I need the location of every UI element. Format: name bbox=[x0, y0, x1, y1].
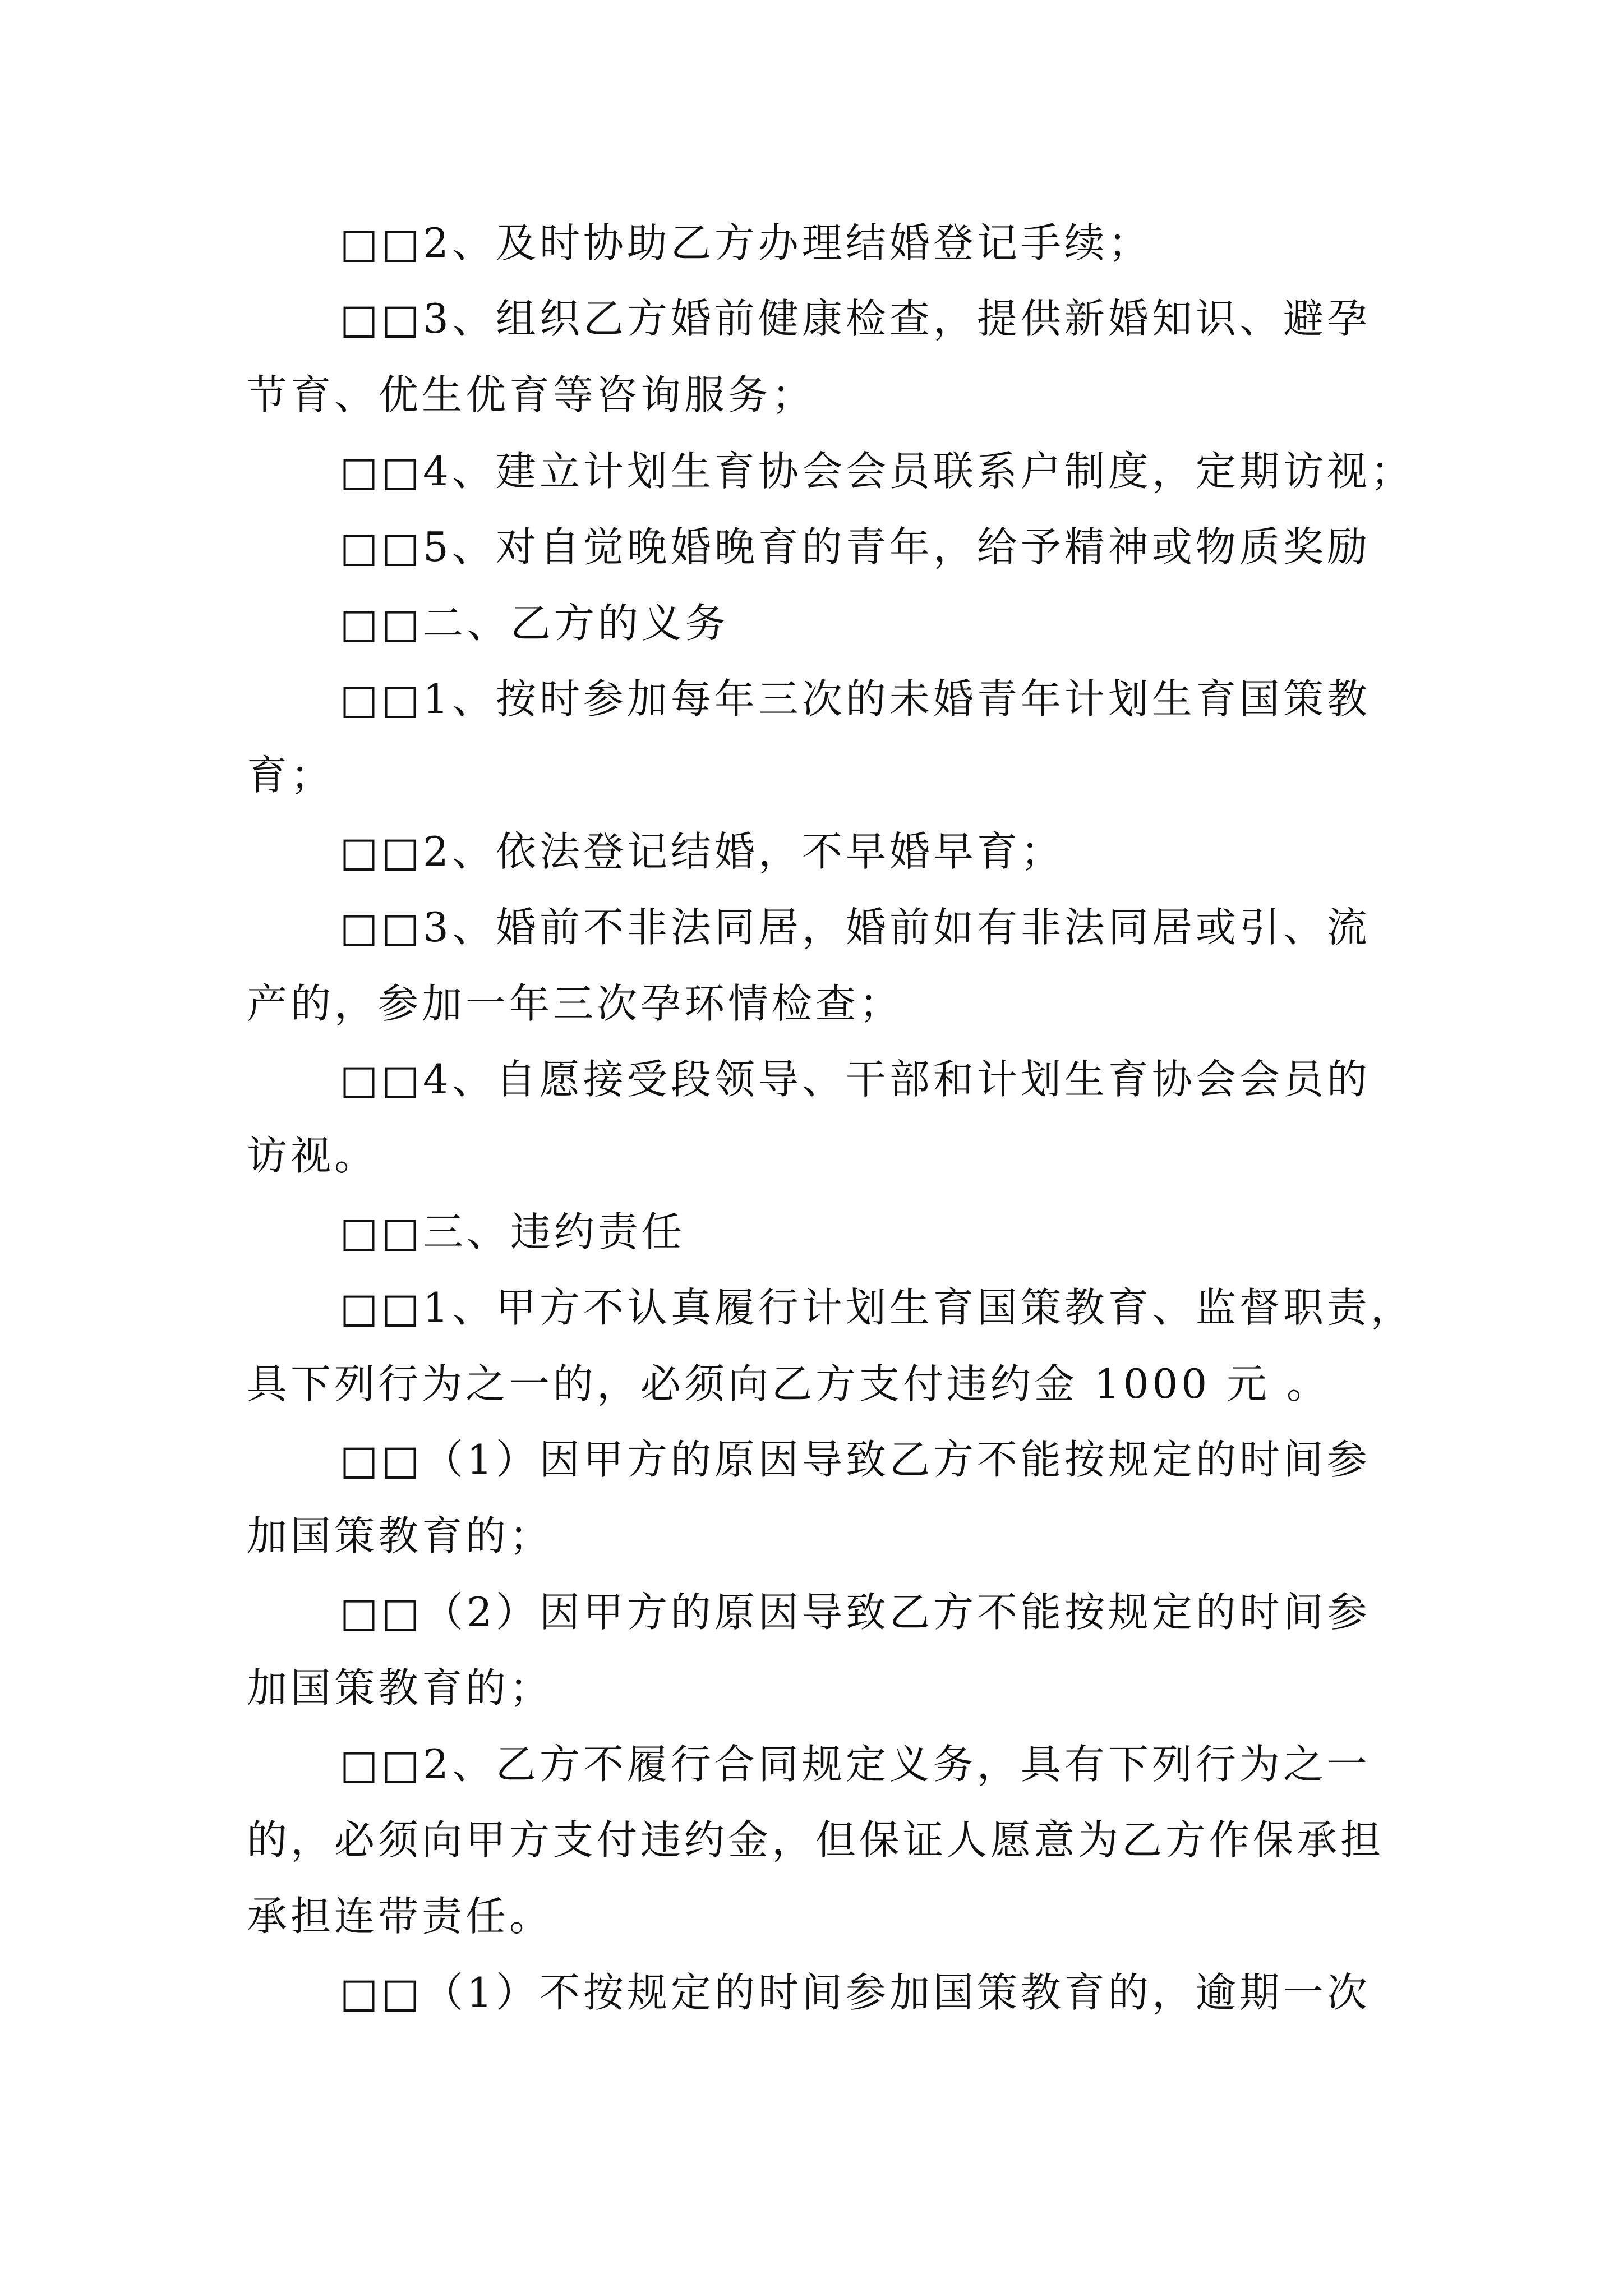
body-text-line: 产的，参加一年三次孕环情检查； bbox=[247, 980, 903, 1027]
body-text-line: 访视。 bbox=[247, 1132, 379, 1179]
body-text-line: □□（1）不按规定的时间参加国策教育的，逾期一次 bbox=[340, 1969, 1371, 2016]
body-text-line: □□2、乙方不履行合同规定义务，具有下列行为之一 bbox=[340, 1741, 1371, 1788]
section-heading: □□三、违约责任 bbox=[340, 1208, 686, 1255]
body-text-line: □□2、及时协助乙方办理结婚登记手续； bbox=[340, 219, 1152, 266]
body-text-line: □□2、依法登记结婚，不早婚早育； bbox=[340, 828, 1064, 875]
body-text-line: 承担连带责任。 bbox=[247, 1893, 554, 1940]
body-text-line: 具下列行为之一的，必须向乙方支付违约金 1000 元 。 bbox=[247, 1360, 1330, 1407]
body-text-line: □□（2）因甲方的原因导致乙方不能按规定的时间参 bbox=[340, 1589, 1371, 1636]
body-text-line: □□（1）因甲方的原因导致乙方不能按规定的时间参 bbox=[340, 1436, 1371, 1483]
body-text-line: □□1、按时参加每年三次的未婚青年计划生育国策教 bbox=[340, 675, 1371, 723]
body-text-line: □□3、婚前不非法同居，婚前如有非法同居或引、流 bbox=[340, 904, 1371, 951]
body-text-line: 加国策教育的； bbox=[247, 1664, 554, 1711]
body-text-line: 节育、优生优育等咨询服务； bbox=[247, 371, 816, 418]
body-text-line: □□5、对自觉晚婚晚育的青年，给予精神或物质奖励 bbox=[340, 523, 1371, 570]
body-text-line: □□4、自愿接受段领导、干部和计划生育协会会员的 bbox=[340, 1056, 1371, 1103]
body-text-line: 加国策教育的； bbox=[247, 1512, 554, 1559]
body-text-line: □□4、建立计划生育协会会员联系户制度，定期访视； bbox=[340, 448, 1414, 495]
body-text-line: 的，必须向甲方支付违约金，但保证人愿意为乙方作保承担 bbox=[247, 1816, 1385, 1864]
body-text-line: 育； bbox=[247, 752, 335, 799]
body-text-line: □□3、组织乙方婚前健康检查，提供新婚知识、避孕 bbox=[340, 295, 1371, 342]
body-text-line: □□1、甲方不认真履行计划生育国策教育、监督职责， bbox=[340, 1284, 1414, 1331]
section-heading: □□二、乙方的义务 bbox=[340, 600, 730, 647]
